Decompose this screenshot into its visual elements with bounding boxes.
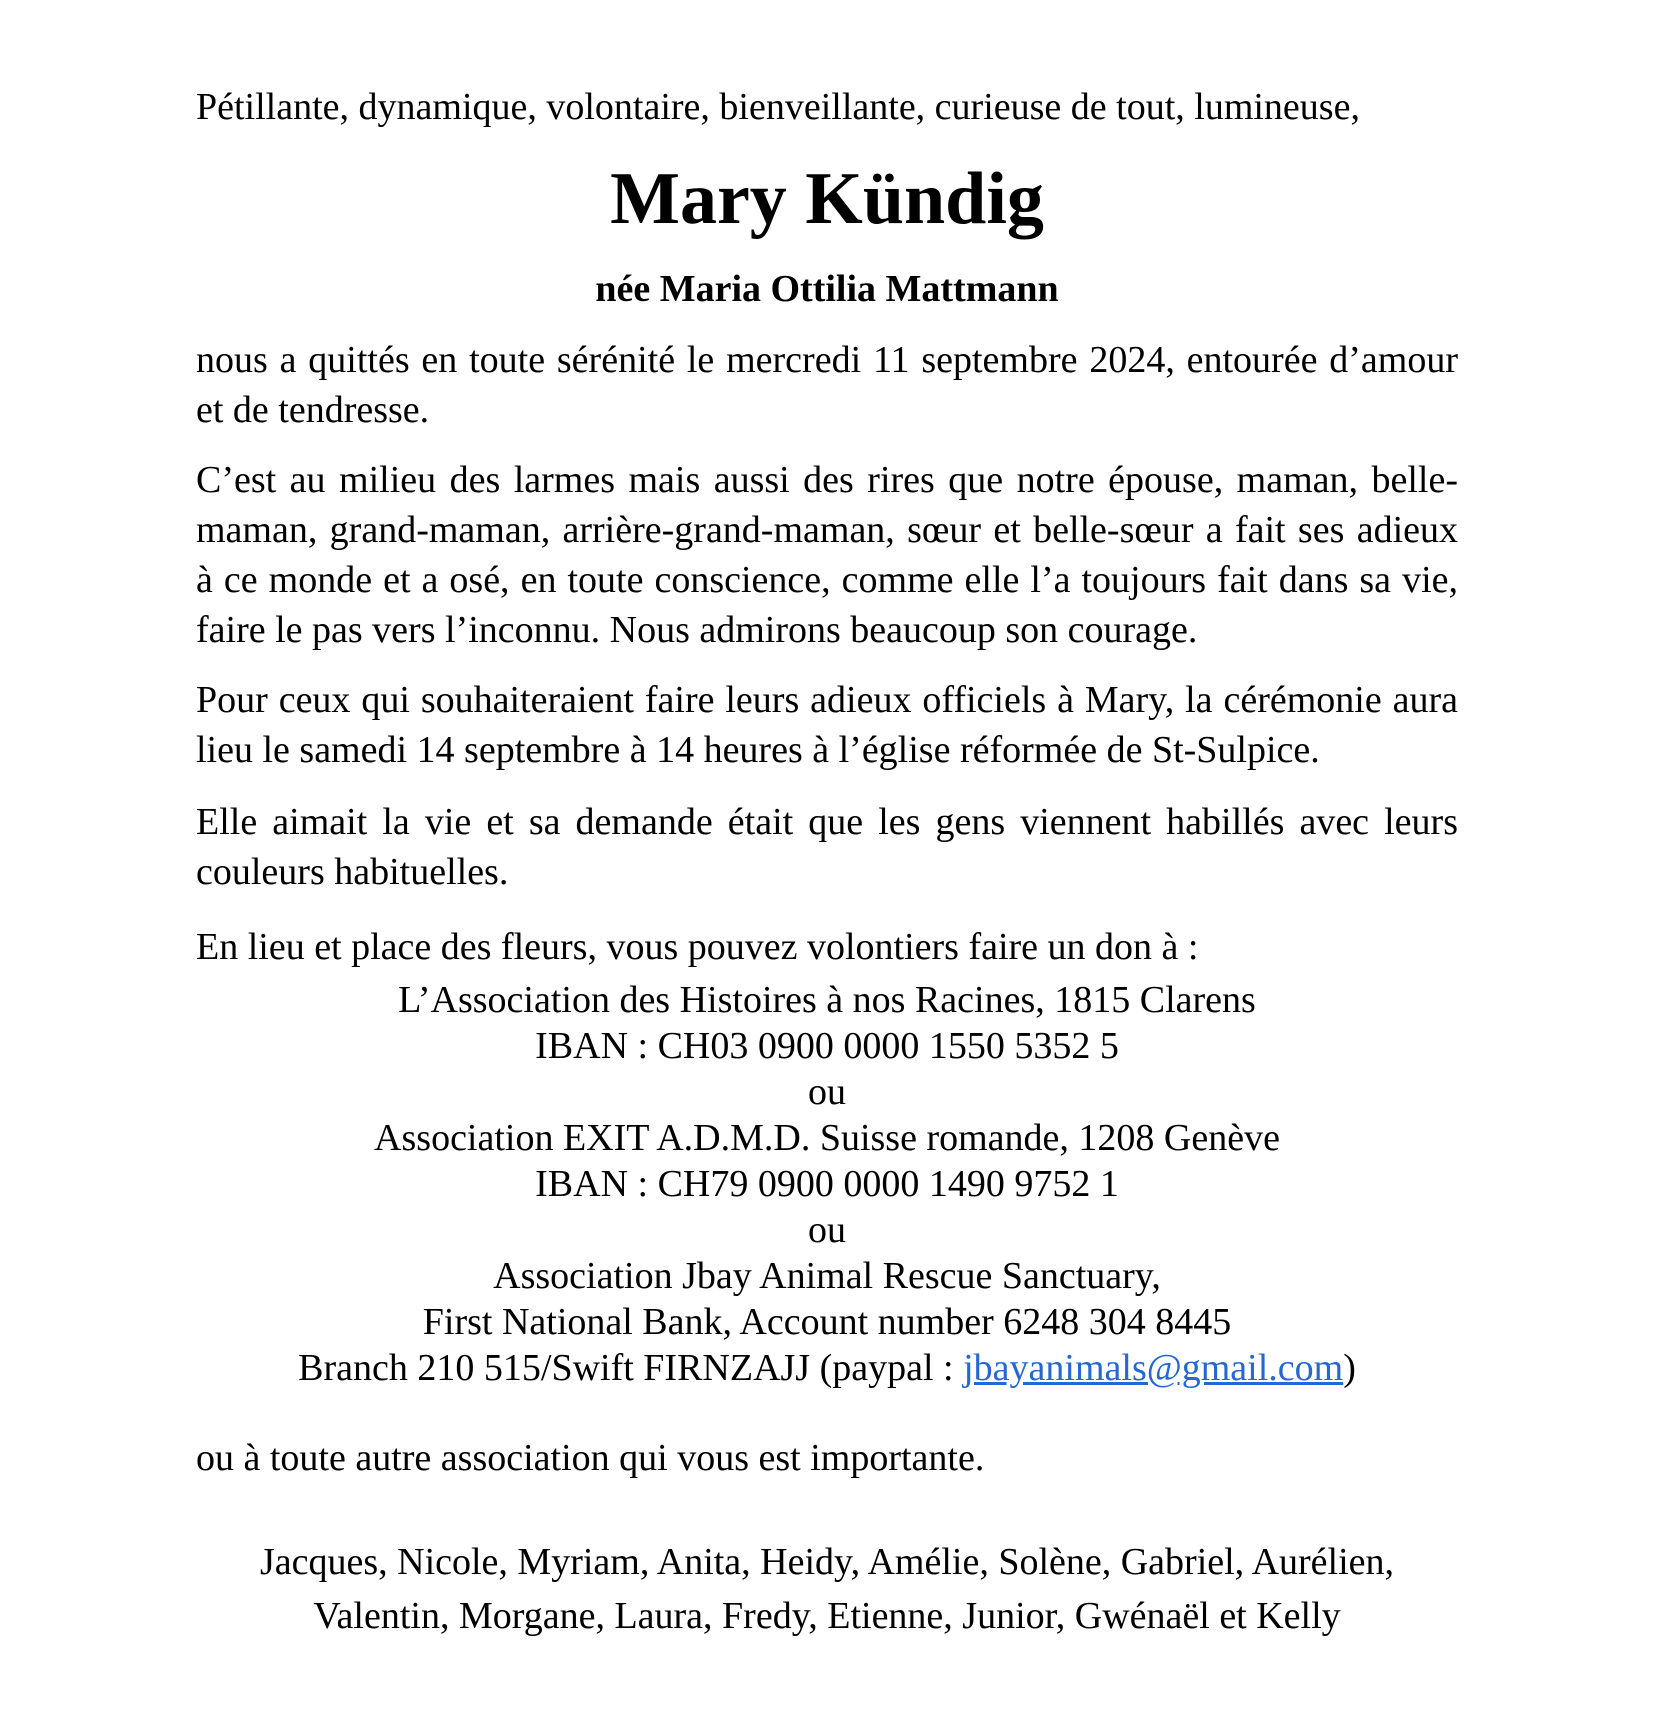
- paragraph-line: couleurs habituelles.: [196, 851, 509, 893]
- donation-intro-line: En lieu et place des fleurs, vous pouvez volontiers faire un don à :: [196, 926, 1199, 968]
- paragraph-farewell: [196, 455, 1458, 655]
- obituary-content: [0, 82, 1654, 1643]
- maiden-name-subtitle: née Maria Ottilia Mattmann: [595, 268, 1059, 310]
- deceased-name-title: Mary Kündig: [610, 158, 1044, 240]
- paragraph-death-announcement: [196, 335, 1458, 435]
- other-association-line: ou à toute autre association qui vous est importante.: [196, 1437, 985, 1479]
- family-names-line: Valentin, Morgane, Laura, Fredy, Etienne, Junior, Gwénaël et Kelly: [313, 1595, 1341, 1637]
- donation-association-3: Association Jbay Animal Rescue Sanctuary,: [493, 1255, 1161, 1297]
- donation-iban-2: IBAN : CH79 0900 0000 1490 9752 1: [535, 1163, 1119, 1205]
- paypal-email-link[interactable]: jbayanimals@gmail.com: [963, 1347, 1344, 1389]
- donation-association-2: Association EXIT A.D.M.D. Suisse romande, 1208 Genève: [374, 1117, 1280, 1159]
- donation-separator-ou: ou: [808, 1209, 846, 1251]
- paragraph-line: Pour ceux qui souhaiteraient faire leurs adieux officiels à Mary, la cérémonie aura: [196, 679, 1458, 721]
- branch-swift-text: Branch 210 515/Swift FIRNZAJJ (paypal :: [298, 1347, 964, 1389]
- paragraph-line: C’est au milieu des larmes mais aussi des rires que notre épouse, maman, belle-: [196, 459, 1458, 501]
- donation-iban-1: IBAN : CH03 0900 0000 1550 5352 5: [535, 1025, 1119, 1067]
- intro-line: Pétillante, dynamique, volontaire, bienveillante, curieuse de tout, lumineuse,: [196, 86, 1360, 128]
- donation-branch-swift-line: [196, 1345, 1458, 1391]
- paragraph-line: maman, grand-maman, arrière-grand-maman, sœur et belle-sœur a fait ses adieux: [196, 509, 1458, 551]
- paragraph-line: et de tendresse.: [196, 389, 430, 431]
- donation-bank-account: First National Bank, Account number 6248 304 8445: [422, 1301, 1232, 1343]
- family-names-block: [196, 1535, 1458, 1643]
- donation-options-block: [196, 977, 1458, 1391]
- paragraph-dress-code: [196, 797, 1458, 897]
- paragraph-line: faire le pas vers l’inconnu. Nous admirons beaucoup son courage.: [196, 609, 1198, 651]
- paragraph-line: à ce monde et a osé, en toute conscience, comme elle l’a toujours fait dans sa vie,: [196, 559, 1458, 601]
- family-names-line: Jacques, Nicole, Myriam, Anita, Heidy, Amélie, Solène, Gabriel, Aurélien,: [259, 1541, 1395, 1583]
- paragraph-ceremony: [196, 675, 1458, 775]
- donation-association-1: L’Association des Histoires à nos Racines, 1815 Clarens: [398, 979, 1256, 1021]
- closing-paren: ): [1343, 1347, 1356, 1389]
- paragraph-line: lieu le samedi 14 septembre à 14 heures à l’église réformée de St-Sulpice.: [196, 729, 1320, 771]
- donation-separator-ou: ou: [808, 1071, 846, 1113]
- paragraph-line: nous a quittés en toute sérénité le mercredi 11 septembre 2024, entourée d’amour: [196, 339, 1458, 381]
- paragraph-line: Elle aimait la vie et sa demande était que les gens viennent habillés avec leurs: [196, 801, 1458, 843]
